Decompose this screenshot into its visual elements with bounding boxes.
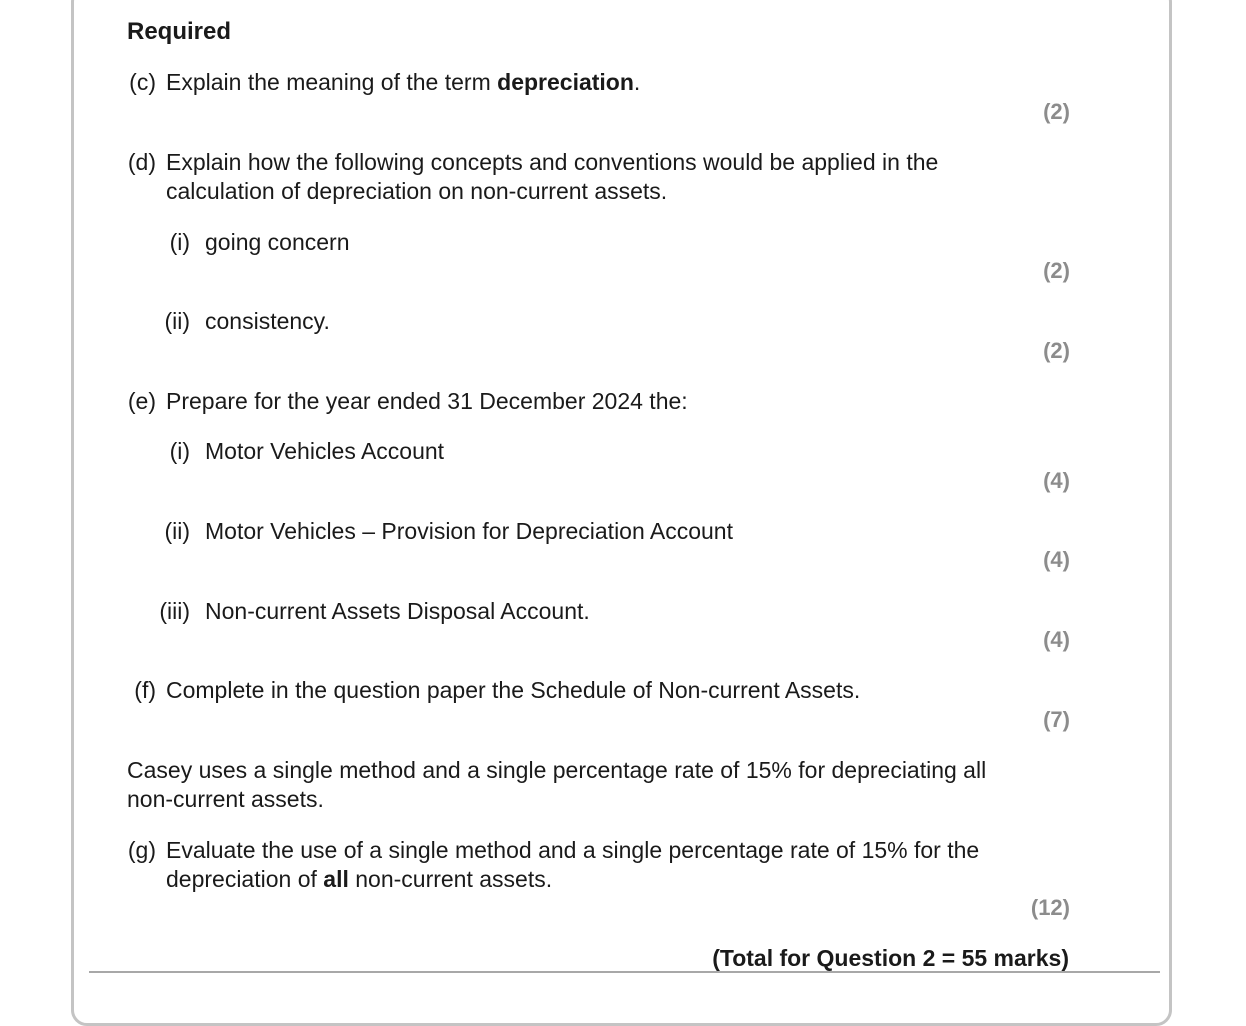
question-c-marks: (2) bbox=[1043, 99, 1070, 124]
question-e-ii-text: Motor Vehicles – Provision for Depreciation Account bbox=[205, 518, 733, 544]
question-e-iii-marks: (4) bbox=[1043, 627, 1070, 652]
page-divider bbox=[89, 971, 1160, 973]
question-d-ii-text: consistency. bbox=[205, 308, 330, 334]
question-e-text: Prepare for the year ended 31 December 2024 the: bbox=[166, 388, 688, 414]
question-d-text-line2: calculation of depreciation on non-current assets. bbox=[166, 178, 668, 204]
question-c-text: Explain the meaning of the term depreciation. bbox=[166, 69, 641, 95]
question-e-iii-label: (iii) bbox=[159, 598, 190, 624]
question-d-i-text: going concern bbox=[205, 229, 350, 255]
question-d-i-label: (i) bbox=[169, 229, 190, 255]
question-f-text: Complete in the question paper the Schedule of Non-current Assets. bbox=[166, 677, 861, 703]
question-e-label: (e) bbox=[127, 388, 156, 414]
question-f-marks: (7) bbox=[1043, 707, 1070, 732]
question-g-label: (g) bbox=[127, 837, 156, 863]
emphasis-all: all bbox=[323, 866, 349, 892]
question-d-ii-label: (ii) bbox=[164, 308, 190, 334]
question-g-text-line2: depreciation of all non-current assets. bbox=[166, 866, 553, 892]
question-f-label: (f) bbox=[134, 677, 156, 703]
question-g-text-line1: Evaluate the use of a single method and a single percentage rate of 15% for the bbox=[166, 837, 980, 863]
question-e-i-marks: (4) bbox=[1043, 468, 1070, 493]
question-e-ii-label: (ii) bbox=[164, 518, 190, 544]
question-total: (Total for Question 2 = 55 marks) bbox=[712, 945, 1069, 971]
question-e-ii-marks: (4) bbox=[1043, 547, 1070, 572]
context-line1: Casey uses a single method and a single percentage rate of 15% for depreciating all bbox=[127, 757, 987, 783]
question-c-label: (c) bbox=[129, 69, 156, 95]
question-d-i-marks: (2) bbox=[1043, 258, 1070, 283]
question-d-ii-marks: (2) bbox=[1043, 338, 1070, 363]
question-g-marks: (12) bbox=[1030, 895, 1070, 920]
question-d-label: (d) bbox=[127, 149, 156, 175]
term-depreciation: depreciation bbox=[497, 69, 634, 95]
question-e-i-label: (i) bbox=[169, 438, 190, 464]
context-line2: non-current assets. bbox=[127, 786, 324, 812]
question-d-text-line1: Explain how the following concepts and conventions would be applied in the bbox=[166, 149, 939, 175]
question-e-iii-text: Non-current Assets Disposal Account. bbox=[205, 598, 590, 624]
required-heading: Required bbox=[127, 18, 232, 45]
question-e-i-text: Motor Vehicles Account bbox=[205, 438, 445, 464]
